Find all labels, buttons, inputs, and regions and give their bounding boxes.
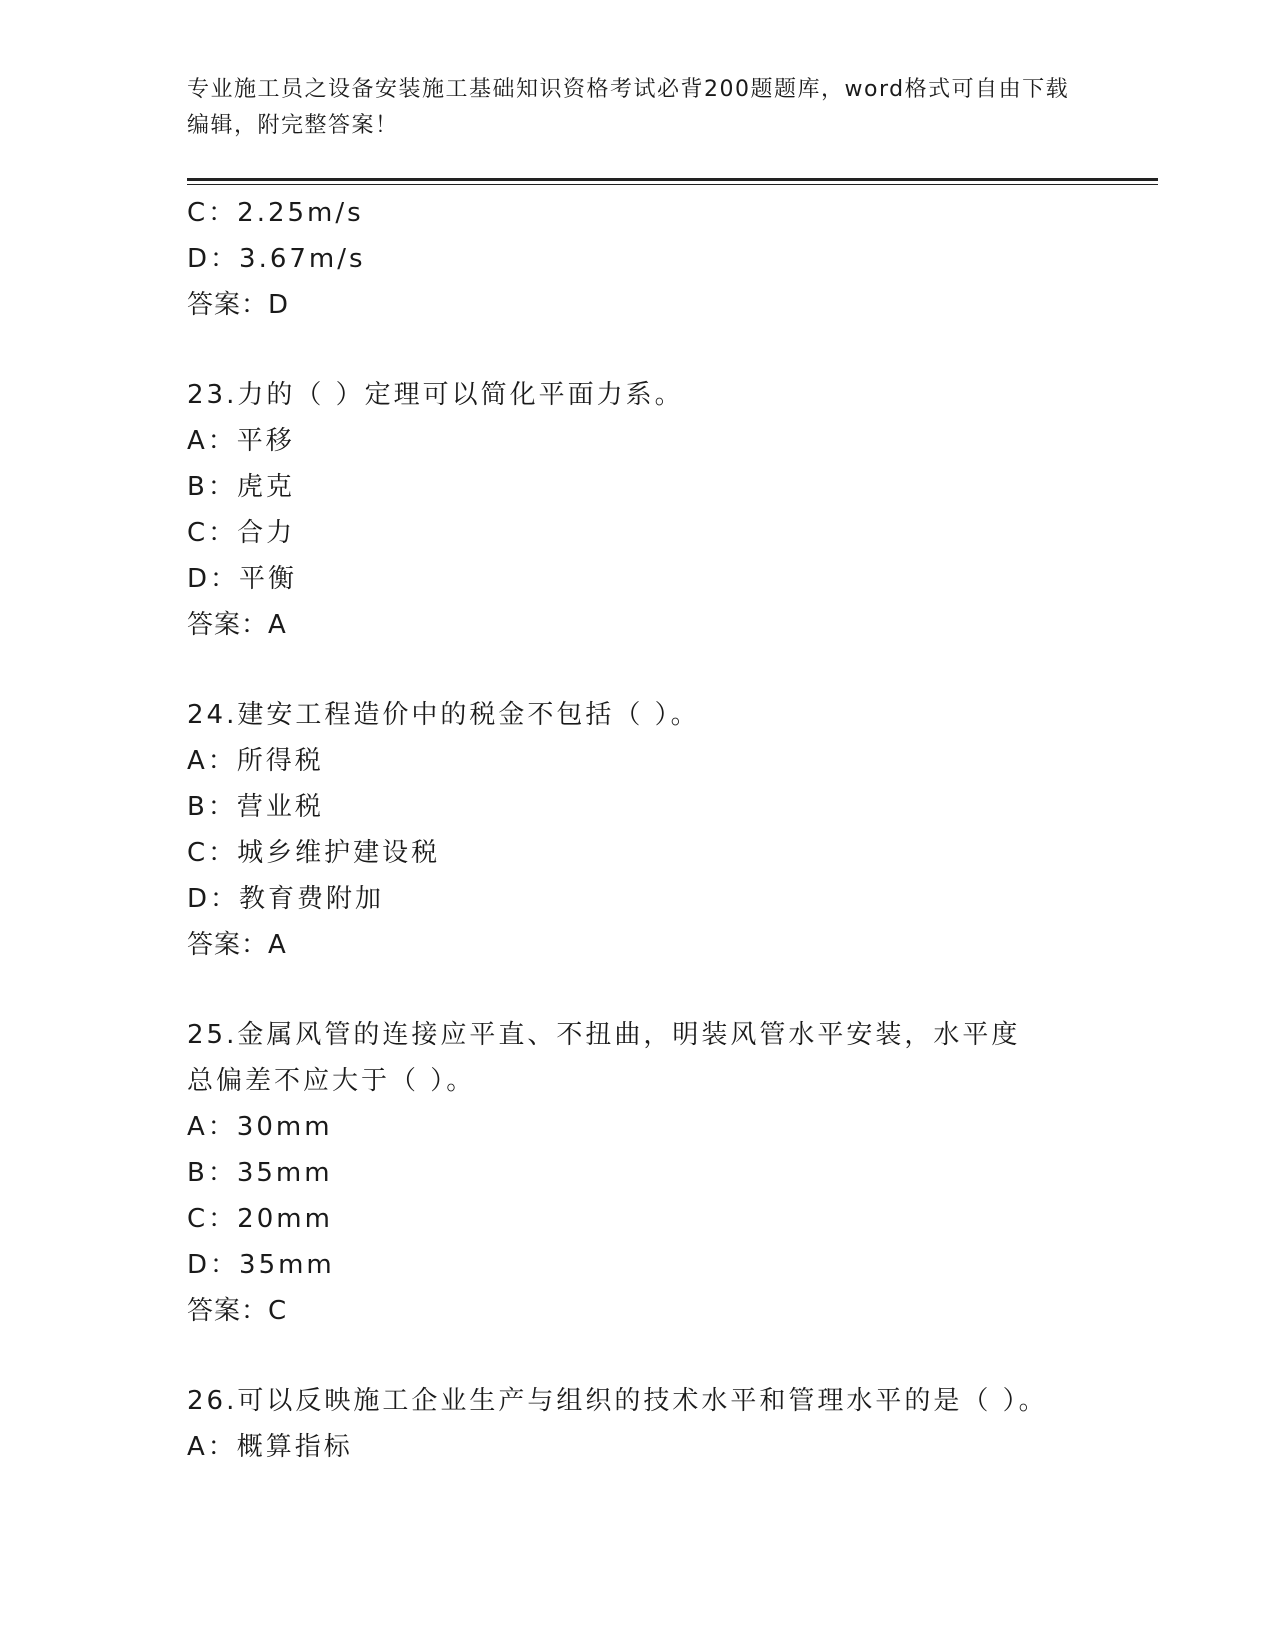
option-b: B：营业税 [187,792,324,822]
answer: 答案：A [187,610,287,640]
option-a: A：30mm [187,1112,333,1142]
option-b: B：35mm [187,1158,333,1188]
option-c: C：20mm [187,1204,333,1234]
document-body [187,190,1087,1514]
option-c: C：合力 [187,518,296,548]
option-d: D：35mm [187,1250,335,1280]
question-26 [187,1378,1087,1470]
option-b: B：虎克 [187,472,295,502]
option-d: D：3.67m/s [187,244,366,274]
option-a: A：概算指标 [187,1432,353,1462]
question-24 [187,692,1087,968]
question-stem: 25.金属风管的连接应平直、不扭曲，明装风管水平安装，水平度总偏差不应大于（ ）。 [187,1020,1021,1096]
question-25 [187,1012,1087,1334]
option-d: D：平衡 [187,564,298,594]
question-stem: 26.可以反映施工企业生产与组织的技术水平和管理水平的是（ ）。 [187,1386,1048,1416]
question-23 [187,372,1087,648]
answer: 答案：D [187,290,290,320]
option-c: C：2.25m/s [187,198,364,228]
question-stem: 24.建安工程造价中的税金不包括（ ）。 [187,700,700,730]
document-header: 专业施工员之设备安装施工基础知识资格考试必背200题题库，word格式可自由下载编辑，附完整答案！ [187,77,1070,138]
option-c: C：城乡维护建设税 [187,838,441,868]
answer: 答案：A [187,930,287,960]
question-stem: 23.力的（ ）定理可以简化平面力系。 [187,380,684,410]
answer: 答案：C [187,1296,288,1326]
header-rule [187,178,1158,181]
header-rule-thin [187,184,1158,185]
option-a: A：平移 [187,426,295,456]
question-fragment [187,190,1087,328]
option-d: D：教育费附加 [187,884,385,914]
option-a: A：所得税 [187,746,324,776]
